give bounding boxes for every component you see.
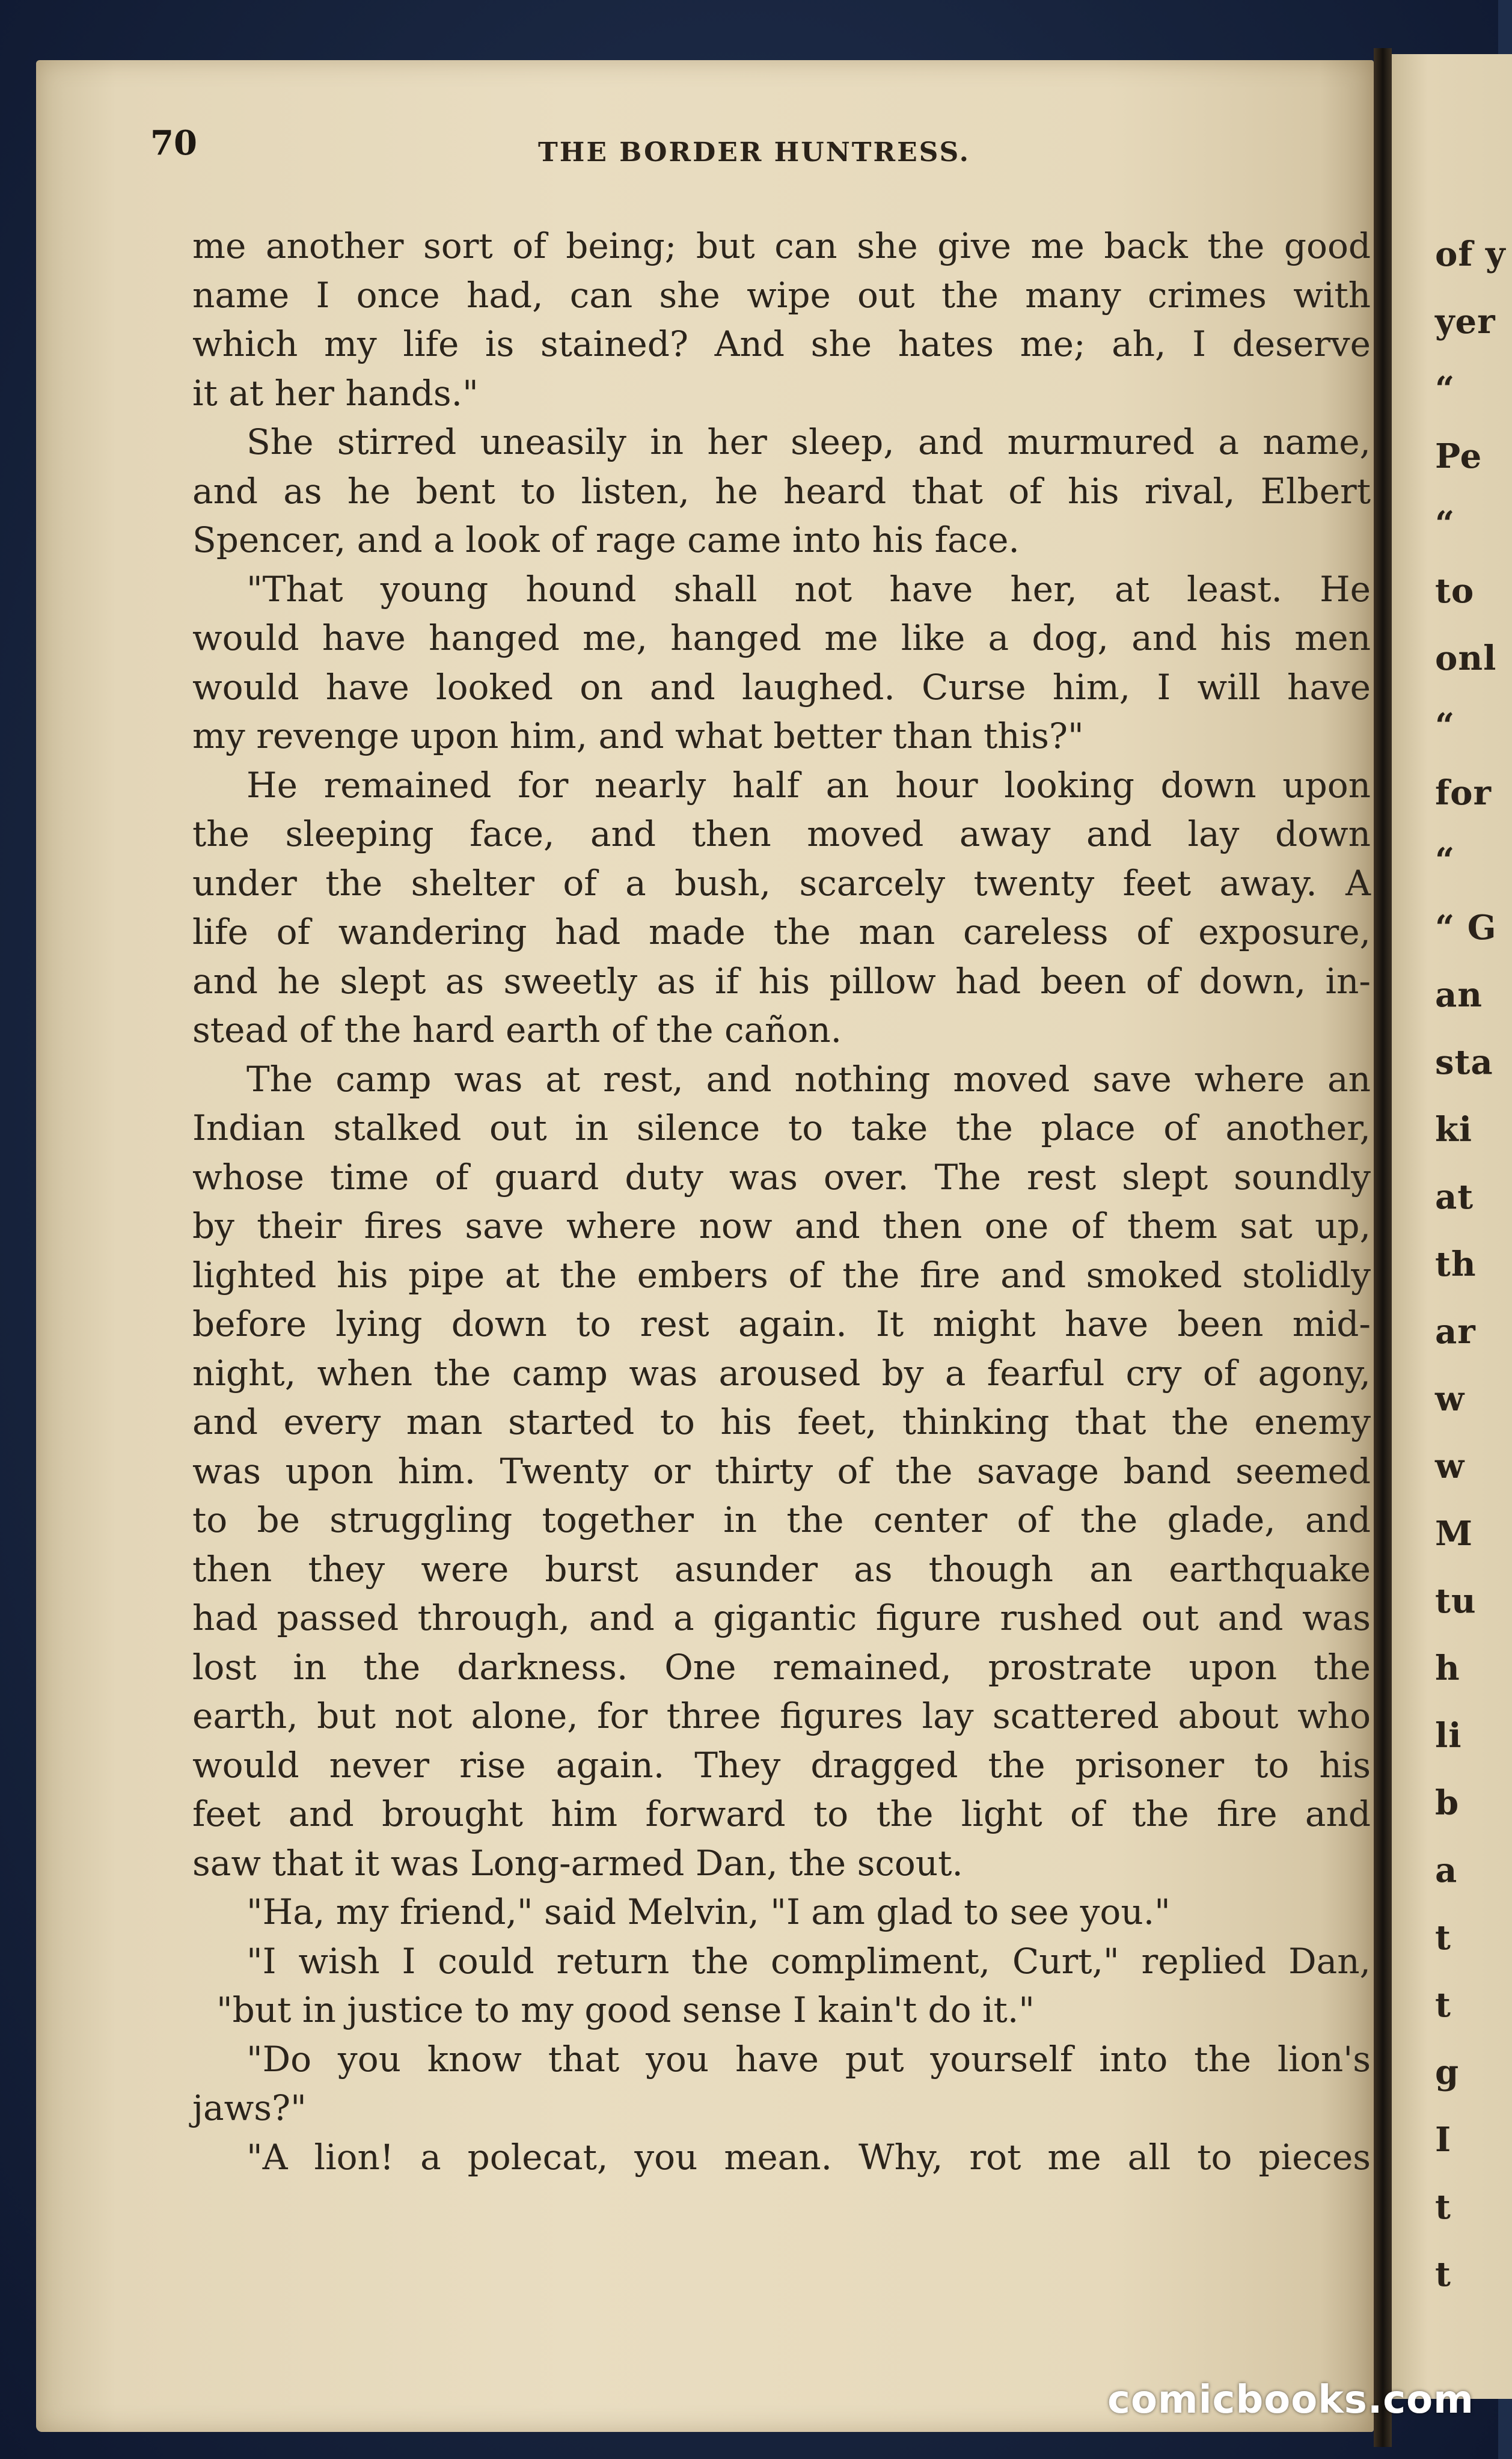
text-line: "That young hound shall not have her, at least. He: [246, 568, 1371, 610]
facing-page-fragment: “: [1435, 369, 1455, 409]
facing-page-fragment: t: [1435, 1985, 1451, 2025]
facing-page-fragment: li: [1435, 1716, 1462, 1756]
text-line: and every man started to his feet, thinking that the enemy: [192, 1401, 1371, 1442]
text-line: "Do you know that you have put yourself into the lion's: [246, 2038, 1371, 2080]
text-line: He remained for nearly half an hour looking down upon: [246, 764, 1371, 806]
facing-page-fragment: yer: [1435, 302, 1496, 341]
facing-page-fragment: “ G: [1435, 908, 1497, 948]
text-line: it at her hands.": [192, 372, 479, 414]
text-line: the sleeping face, and then moved away and lay down: [192, 813, 1371, 854]
facing-page-fragment: an: [1435, 975, 1483, 1015]
facing-page-fragment: t: [1435, 2255, 1451, 2294]
watermark-logo: comicbooks.com: [1107, 2378, 1474, 2422]
facing-page-fragment: t: [1435, 2187, 1451, 2227]
text-line: night, when the camp was aroused by a fearful cry of agony,: [192, 1352, 1371, 1394]
facing-page-fragment: at: [1435, 1177, 1474, 1217]
text-line: was upon him. Twenty or thirty of the savage band seemed: [192, 1450, 1371, 1492]
facing-page-fragment: tu: [1435, 1581, 1477, 1621]
text-line: by their fires save where now and then one of them sat up,: [192, 1205, 1371, 1246]
text-line: had passed through, and a gigantic figure rushed out and was: [192, 1597, 1371, 1638]
text-line: stead of the hard earth of the cañon.: [192, 1009, 842, 1050]
facing-page-fragment: I: [1435, 2120, 1452, 2160]
text-line: feet and brought him forward to the light of the fire and: [192, 1793, 1371, 1834]
text-line: The camp was at rest, and nothing moved save where an: [246, 1058, 1371, 1100]
facing-page-fragment: “: [1435, 841, 1455, 880]
text-line: lighted his pipe at the embers of the fire and smoked stolidly: [192, 1254, 1371, 1296]
facing-page-fragment: b: [1435, 1783, 1460, 1823]
facing-page-fragment: of y: [1435, 234, 1506, 274]
facing-page-fragment: Pe: [1435, 436, 1483, 476]
text-line: earth, but not alone, for three figures lay scattered about who: [192, 1695, 1371, 1736]
text-line: Spencer, and a look of rage came into his face.: [192, 519, 1020, 560]
text-line: jaws?": [192, 2087, 307, 2128]
facing-page-fragment: a: [1435, 1851, 1458, 1890]
text-line: life of wandering had made the man careless of exposure,: [192, 911, 1371, 952]
facing-page-fragment: sta: [1435, 1043, 1493, 1082]
facing-page-fragment: to: [1435, 571, 1475, 611]
facing-page-fragment: “: [1435, 706, 1455, 746]
facing-page-fragment: “: [1435, 504, 1455, 544]
facing-page-fragment: ki: [1435, 1110, 1473, 1150]
facing-page-fragment: onl: [1435, 638, 1497, 678]
text-line: "but in justice to my good sense I kain't do it.": [216, 1989, 1035, 2030]
text-line: "A lion! a polecat, you mean. Why, rot me all to pieces: [246, 2136, 1371, 2178]
facing-page-fragment: t: [1435, 1918, 1451, 1958]
text-line: saw that it was Long-armed Dan, the scout.: [192, 1842, 963, 1884]
text-line: would have looked on and laughed. Curse him, I will have: [192, 666, 1371, 708]
text-line: under the shelter of a bush, scarcely twenty feet away. A: [192, 862, 1371, 904]
text-line: Indian stalked out in silence to take the place of another,: [192, 1107, 1371, 1148]
facing-page-fragment: h: [1435, 1649, 1460, 1688]
page-number: 70: [150, 123, 197, 163]
text-line: name I once had, can she wipe out the many crimes with: [192, 274, 1371, 316]
facing-page-fragment: for: [1435, 773, 1492, 813]
facing-page-fragment: M: [1435, 1514, 1473, 1554]
text-line: which my life is stained? And she hates me; ah, I deserve: [192, 323, 1371, 364]
facing-page-fragment: ar: [1435, 1312, 1476, 1352]
facing-page-fragment: w: [1435, 1379, 1465, 1419]
facing-page-fragment: th: [1435, 1245, 1477, 1284]
text-line: and as he bent to listen, he heard that of his rival, Elbert: [192, 470, 1371, 512]
facing-page: [1392, 54, 1512, 2399]
text-line: She stirred uneasily in her sleep, and murmured a name,: [246, 421, 1371, 462]
text-line: whose time of guard duty was over. The rest slept soundly: [192, 1156, 1371, 1198]
text-line: lost in the darkness. One remained, prostrate upon the: [192, 1646, 1371, 1688]
text-line: my revenge upon him, and what better than this?": [192, 715, 1084, 756]
text-line: "Ha, my friend," said Melvin, "I am glad to see you.": [246, 1891, 1171, 1932]
text-line: would have hanged me, hanged me like a dog, and his men: [192, 617, 1371, 658]
text-line: before lying down to rest again. It might have been mid-: [192, 1303, 1371, 1344]
book-gutter: [1374, 48, 1392, 2447]
running-title: THE BORDER HUNTRESS.: [538, 137, 970, 168]
facing-page-fragment: w: [1435, 1447, 1465, 1486]
text-line: "I wish I could return the compliment, Curt," replied Dan,: [246, 1940, 1371, 1982]
text-line: would never rise again. They dragged the prisoner to his: [192, 1744, 1371, 1786]
text-line: then they were burst asunder as though an earthquake: [192, 1548, 1371, 1590]
facing-page-fragment: g: [1435, 2053, 1460, 2092]
text-line: to be struggling together in the center of the glade, and: [192, 1499, 1371, 1540]
text-line: me another sort of being; but can she give me back the good: [192, 225, 1371, 266]
text-line: and he slept as sweetly as if his pillow had been of down, in-: [192, 960, 1371, 1002]
